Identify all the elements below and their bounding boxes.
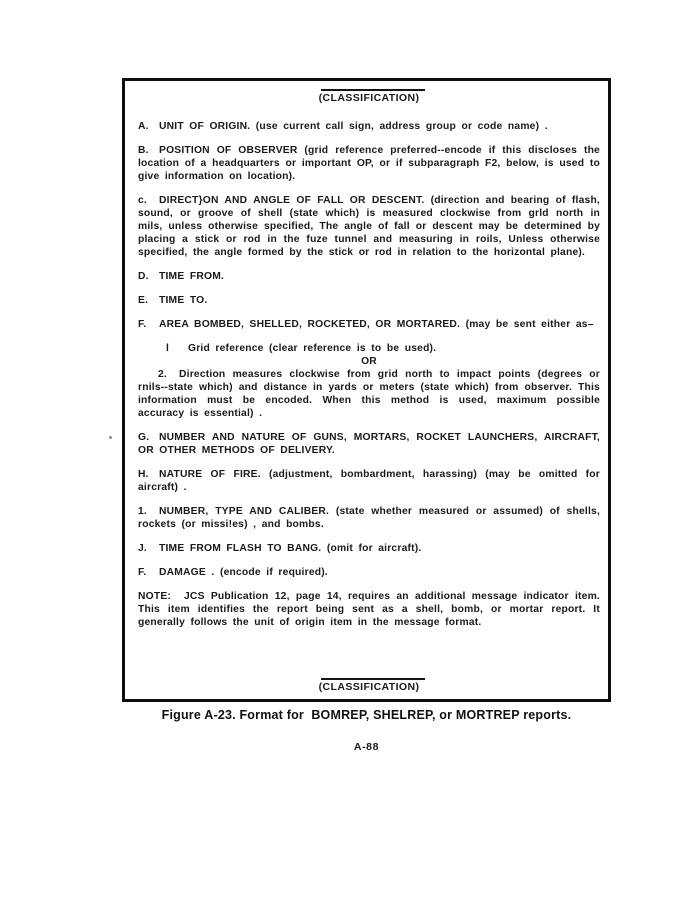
classification-header-text: (CLASSIFICATION)	[318, 92, 420, 104]
item-label: F.	[138, 319, 147, 330]
item-label: H.	[138, 469, 149, 480]
page-number: A-88	[353, 741, 380, 753]
classification-overline	[321, 678, 425, 680]
scan-artifact-dot	[109, 436, 112, 439]
format-item: D. TIME FROM.	[138, 271, 225, 282]
item-label: l	[166, 343, 170, 354]
format-item: F. AREA BOMBED, SHELLED, ROCKETED, OR MORTARED. (may be sent either as–	[138, 319, 594, 330]
format-item: F. DAMAGE . (encode if required).	[138, 567, 328, 578]
or-separator: OR	[361, 356, 377, 367]
format-item: NOTE: JCS Publication 12, page 14, requires an additional message indicator item. This item identifies the report being sent as a shell, bomb, or mortar report. It generally follows the unit of origin item in the message format.	[138, 591, 600, 628]
item-label: D.	[138, 271, 149, 282]
item-label: 2.	[158, 369, 167, 380]
classification-header	[138, 89, 600, 105]
item-label: B.	[138, 145, 149, 156]
item-label: J.	[138, 543, 147, 554]
item-label: F.	[138, 567, 147, 578]
classification-footer-text: (CLASSIFICATION)	[318, 681, 420, 693]
classification-footer	[138, 678, 600, 694]
report-format-box	[122, 78, 611, 702]
item-label: c.	[138, 195, 147, 206]
format-items	[138, 105, 600, 629]
item-label: 1.	[138, 506, 147, 517]
format-item: 2. Direction measures clockwise from grid north to impact points (degrees or rnils--state which) and distance in yards or meters (state which) from observer. This information must be encoded. When this method is used, maximum possible accuracy is essential) .	[138, 369, 600, 419]
format-item: l Grid reference (clear reference is to be used).	[166, 343, 437, 354]
figure-caption: Figure A-23. Format for BOMREP, SHELREP, or MORTREP reports.	[161, 708, 572, 722]
format-item: A. UNIT OF ORIGIN. (use current call sign, address group or code name) .	[138, 121, 548, 132]
classification-overline	[321, 89, 425, 91]
item-label: E.	[138, 295, 149, 306]
format-item: E. TIME TO.	[138, 295, 208, 306]
format-item: 1. NUMBER, TYPE AND CALIBER. (state whether measured or assumed) of shells, rockets (or missi!es) , and bombs.	[138, 506, 600, 530]
format-item: J. TIME FROM FLASH TO BANG. (omit for aircraft).	[138, 543, 422, 554]
item-label: A.	[138, 121, 149, 132]
format-item: c. DIRECT}ON AND ANGLE OF FALL OR DESCENT. (direction and bearing of flash, sound, or groove of shell (state which) is measured clockwise from grld north in mils, unless otherwise specified, The angle of fall or descent may be determined by placing a stick or rod in the fuze tunnel and measuring in roils, Unless otherwise specified, the angle formed by the stick or rod in relation to the horizontal plane).	[138, 195, 600, 258]
format-item: B. POSITION OF OBSERVER (grid reference preferred--encode if this discloses the location of a headquarters or important OP, or if subparagraph F2, below, is used to give information on location).	[138, 145, 600, 182]
item-label: NOTE:	[138, 591, 172, 602]
item-label: G.	[138, 432, 150, 443]
format-item: G. NUMBER AND NATURE OF GUNS, MORTARS, ROCKET LAUNCHERS, AIRCRAFT, OR OTHER METHODS OF DELIVERY.	[138, 432, 600, 456]
format-item: H. NATURE OF FIRE. (adjustment, bombardment, harassing) (may be omitted for aircraft) .	[138, 469, 600, 493]
